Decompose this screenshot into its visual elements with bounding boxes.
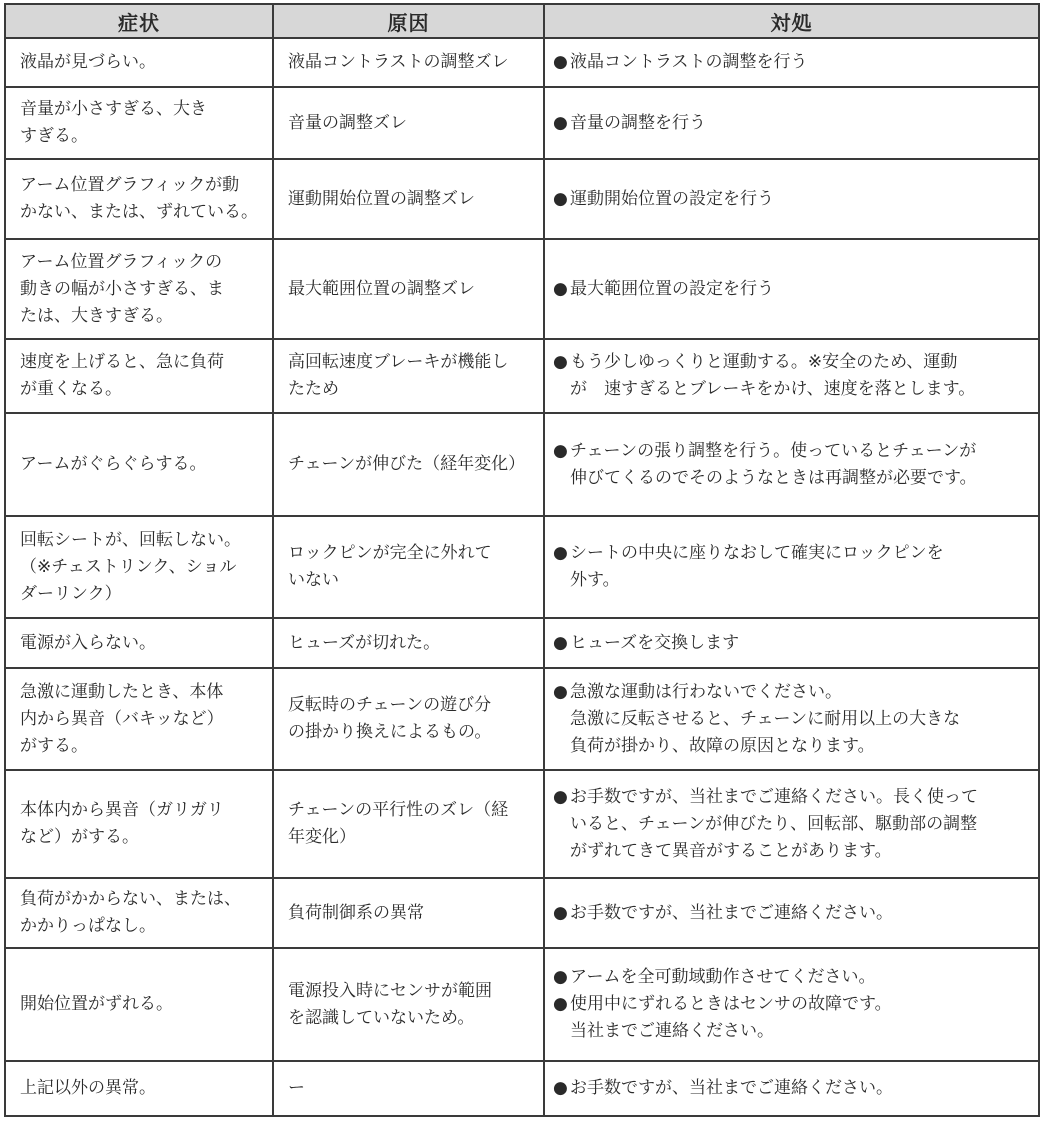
symptom-line: アーム位置グラフィックが動 xyxy=(20,175,240,195)
symptom-line: かない、または、ずれている。 xyxy=(20,202,258,222)
cause-line: 高回転速度ブレーキが機能し xyxy=(288,352,509,372)
table-row xyxy=(5,516,1039,618)
symptom-line: すぎる。 xyxy=(20,126,88,146)
header-cause: 原因 xyxy=(273,4,544,38)
cause-cell xyxy=(273,668,544,770)
remedy-note: 急激に反転させると、チェーンに耐用以上の大きな xyxy=(570,708,961,729)
remedy-item xyxy=(553,1075,1032,1102)
symptom-cell xyxy=(5,668,273,770)
remedy-text: 最大範囲位置の設定を行う xyxy=(570,278,774,299)
cause-cell xyxy=(273,878,544,948)
remedy-cell xyxy=(544,339,1039,413)
header-row xyxy=(5,4,1039,38)
bullet-icon: ● xyxy=(553,681,568,702)
symptom-line: 液晶が見づらい。 xyxy=(20,52,156,72)
cause-line: 音量の調整ズレ xyxy=(288,112,407,133)
remedy-text: アームを全可動域動作させてください。 xyxy=(570,967,876,987)
table-row xyxy=(5,159,1039,239)
table-row xyxy=(5,239,1039,339)
cause-cell xyxy=(273,339,544,413)
symptom-cell xyxy=(5,770,273,878)
remedy-text: 運動開始位置の設定を行う xyxy=(570,188,774,209)
bullet-icon: ● xyxy=(553,440,568,461)
symptom-cell xyxy=(5,1061,273,1116)
remedy-cell xyxy=(544,413,1039,516)
symptom-line: アーム位置グラフィックの xyxy=(20,251,223,272)
table-row xyxy=(5,87,1039,159)
table-row xyxy=(5,878,1039,948)
table-row xyxy=(5,618,1039,668)
bullet-icon: ● xyxy=(553,994,568,1014)
symptom-line: （※チェストリンク、ショル xyxy=(20,556,237,577)
remedy-item xyxy=(553,679,1032,706)
bullet-icon: ● xyxy=(553,902,568,923)
table-row xyxy=(5,1061,1039,1116)
remedy-text: お手数ですが、当社までご連絡ください。長く使って xyxy=(570,786,978,807)
symptom-line: など）がする。 xyxy=(20,827,139,847)
table-row xyxy=(5,38,1039,87)
remedy-note: 当社までご連絡ください。 xyxy=(570,1021,774,1041)
cause-cell xyxy=(273,159,544,239)
cause-cell xyxy=(273,38,544,87)
remedy-text: 急激な運動は行わないでください。 xyxy=(570,681,842,702)
cause-cell xyxy=(273,87,544,159)
remedy-cell xyxy=(544,516,1039,618)
symptom-line: ダーリンク） xyxy=(20,583,122,604)
remedy-item xyxy=(553,784,1032,811)
symptom-line: たは、大きすぎる。 xyxy=(20,305,173,326)
header-symptom: 症状 xyxy=(5,4,273,38)
remedy-cell xyxy=(544,87,1039,159)
symptom-cell xyxy=(5,618,273,668)
cause-line: 年変化） xyxy=(288,827,356,847)
cause-line: 運動開始位置の調整ズレ xyxy=(288,188,475,209)
symptom-line: 電源が入らない。 xyxy=(20,632,156,653)
remedy-cell xyxy=(544,1061,1039,1116)
remedy-text: もう少しゆっくりと運動する。※安全のため、運動 xyxy=(570,352,958,372)
remedy-item xyxy=(553,900,1032,927)
symptom-line: が重くなる。 xyxy=(20,379,122,399)
symptom-line: 音量が小さすぎる、大き xyxy=(20,99,207,119)
bullet-icon: ● xyxy=(553,632,568,653)
remedy-item xyxy=(553,349,1032,376)
remedy-cell xyxy=(544,668,1039,770)
cause-line: 電源投入時にセンサが範囲 xyxy=(288,980,492,1001)
remedy-item xyxy=(553,110,1032,137)
troubleshooting-page xyxy=(4,3,1038,1117)
table-row xyxy=(5,339,1039,413)
remedy-note: いると、チェーンが伸びたり、回転部、駆動部の調整 xyxy=(570,813,978,834)
remedy-text: シートの中央に座りなおして確実にロックピンを xyxy=(570,543,944,563)
bullet-icon: ● xyxy=(553,1078,568,1098)
remedy-item xyxy=(553,49,1032,76)
symptom-cell xyxy=(5,87,273,159)
remedy-item xyxy=(553,438,1032,465)
bullet-icon: ● xyxy=(553,352,568,372)
cause-cell xyxy=(273,618,544,668)
cause-line: 負荷制御系の異常 xyxy=(288,902,424,923)
remedy-text: お手数ですが、当社までご連絡ください。 xyxy=(570,1078,893,1098)
cause-line: ー xyxy=(288,1078,305,1098)
symptom-line: がする。 xyxy=(20,735,88,756)
bullet-icon: ● xyxy=(553,543,568,563)
table-row xyxy=(5,668,1039,770)
remedy-item xyxy=(553,276,1032,303)
remedy-cell xyxy=(544,770,1039,878)
remedy-text: 音量の調整を行う xyxy=(570,112,706,133)
symptom-line: アームがぐらぐらする。 xyxy=(20,454,207,474)
symptom-line: 回転シートが、回転しない。 xyxy=(20,529,241,550)
symptom-line: 開始位置がずれる。 xyxy=(20,994,173,1014)
remedy-item xyxy=(553,186,1032,213)
symptom-cell xyxy=(5,948,273,1061)
symptom-line: 負荷がかからない、または、 xyxy=(20,889,241,909)
remedy-cell xyxy=(544,239,1039,339)
cause-line: 最大範囲位置の調整ズレ xyxy=(288,278,475,299)
cause-line: たため xyxy=(288,379,339,399)
table-row xyxy=(5,413,1039,516)
cause-line: 液晶コントラストの調整ズレ xyxy=(288,52,509,72)
symptom-line: 速度を上げると、急に負荷 xyxy=(20,352,224,372)
remedy-note: 外す。 xyxy=(570,570,620,590)
remedy-note: が 速すぎるとブレーキをかけ、速度を落とします。 xyxy=(570,379,976,399)
remedy-text: 使用中にずれるときはセンサの故障です。 xyxy=(570,994,892,1014)
bullet-icon: ● xyxy=(553,278,568,299)
symptom-cell xyxy=(5,38,273,87)
bullet-icon: ● xyxy=(553,52,568,72)
remedy-text: 液晶コントラストの調整を行う xyxy=(570,52,808,72)
header-remedy: 対処 xyxy=(544,4,1039,38)
remedy-text: チェーンの張り調整を行う。使っているとチェーンが xyxy=(570,440,977,461)
symptom-line: 本体内から異音（ガリガリ xyxy=(20,800,224,820)
troubleshooting-table xyxy=(4,3,1040,1117)
cause-line: いない xyxy=(288,570,339,590)
cause-cell xyxy=(273,516,544,618)
remedy-item xyxy=(553,991,1032,1018)
bullet-icon: ● xyxy=(553,786,568,807)
symptom-line: かかりっぱなし。 xyxy=(20,916,156,936)
remedy-note: 負荷が掛かり、故障の原因となります。 xyxy=(570,735,875,756)
cause-line: を認識していないため。 xyxy=(288,1007,475,1028)
remedy-item xyxy=(553,630,1032,657)
remedy-text: ヒューズを交換します xyxy=(570,632,740,653)
remedy-cell xyxy=(544,159,1039,239)
table-row xyxy=(5,948,1039,1061)
symptom-cell xyxy=(5,413,273,516)
remedy-item xyxy=(553,964,1032,991)
symptom-line: 上記以外の異常。 xyxy=(20,1078,156,1098)
symptom-line: 内から異音（バキッなど） xyxy=(20,708,224,729)
remedy-note: 伸びてくるのでそのようなときは再調整が必要です。 xyxy=(570,467,977,488)
cause-line: ロックピンが完全に外れて xyxy=(288,543,492,563)
cause-line: 反転時のチェーンの遊び分 xyxy=(288,695,492,715)
symptom-cell xyxy=(5,878,273,948)
bullet-icon: ● xyxy=(553,188,568,209)
cause-line: チェーンが伸びた（経年変化） xyxy=(288,454,526,474)
cause-cell xyxy=(273,1061,544,1116)
table-row xyxy=(5,770,1039,878)
remedy-text: お手数ですが、当社までご連絡ください。 xyxy=(570,902,893,923)
symptom-cell xyxy=(5,239,273,339)
bullet-icon: ● xyxy=(553,112,568,133)
symptom-cell xyxy=(5,159,273,239)
table-body xyxy=(5,38,1039,1116)
remedy-cell xyxy=(544,948,1039,1061)
remedy-item xyxy=(553,540,1032,567)
remedy-cell xyxy=(544,878,1039,948)
symptom-line: 急激に運動したとき、本体 xyxy=(20,681,224,702)
remedy-cell xyxy=(544,38,1039,87)
cause-cell xyxy=(273,413,544,516)
remedy-cell xyxy=(544,618,1039,668)
cause-cell xyxy=(273,239,544,339)
cause-line: ヒューズが切れた。 xyxy=(288,632,441,653)
bullet-icon: ● xyxy=(553,967,568,987)
cause-cell xyxy=(273,948,544,1061)
cause-line: チェーンの平行性のズレ（経 xyxy=(288,800,509,820)
symptom-line: 動きの幅が小さすぎる、ま xyxy=(20,278,224,299)
cause-cell xyxy=(273,770,544,878)
remedy-note: がずれてきて異音がすることがあります。 xyxy=(570,840,892,861)
symptom-cell xyxy=(5,516,273,618)
cause-line: の掛かり換えによるもの。 xyxy=(288,722,492,742)
symptom-cell xyxy=(5,339,273,413)
